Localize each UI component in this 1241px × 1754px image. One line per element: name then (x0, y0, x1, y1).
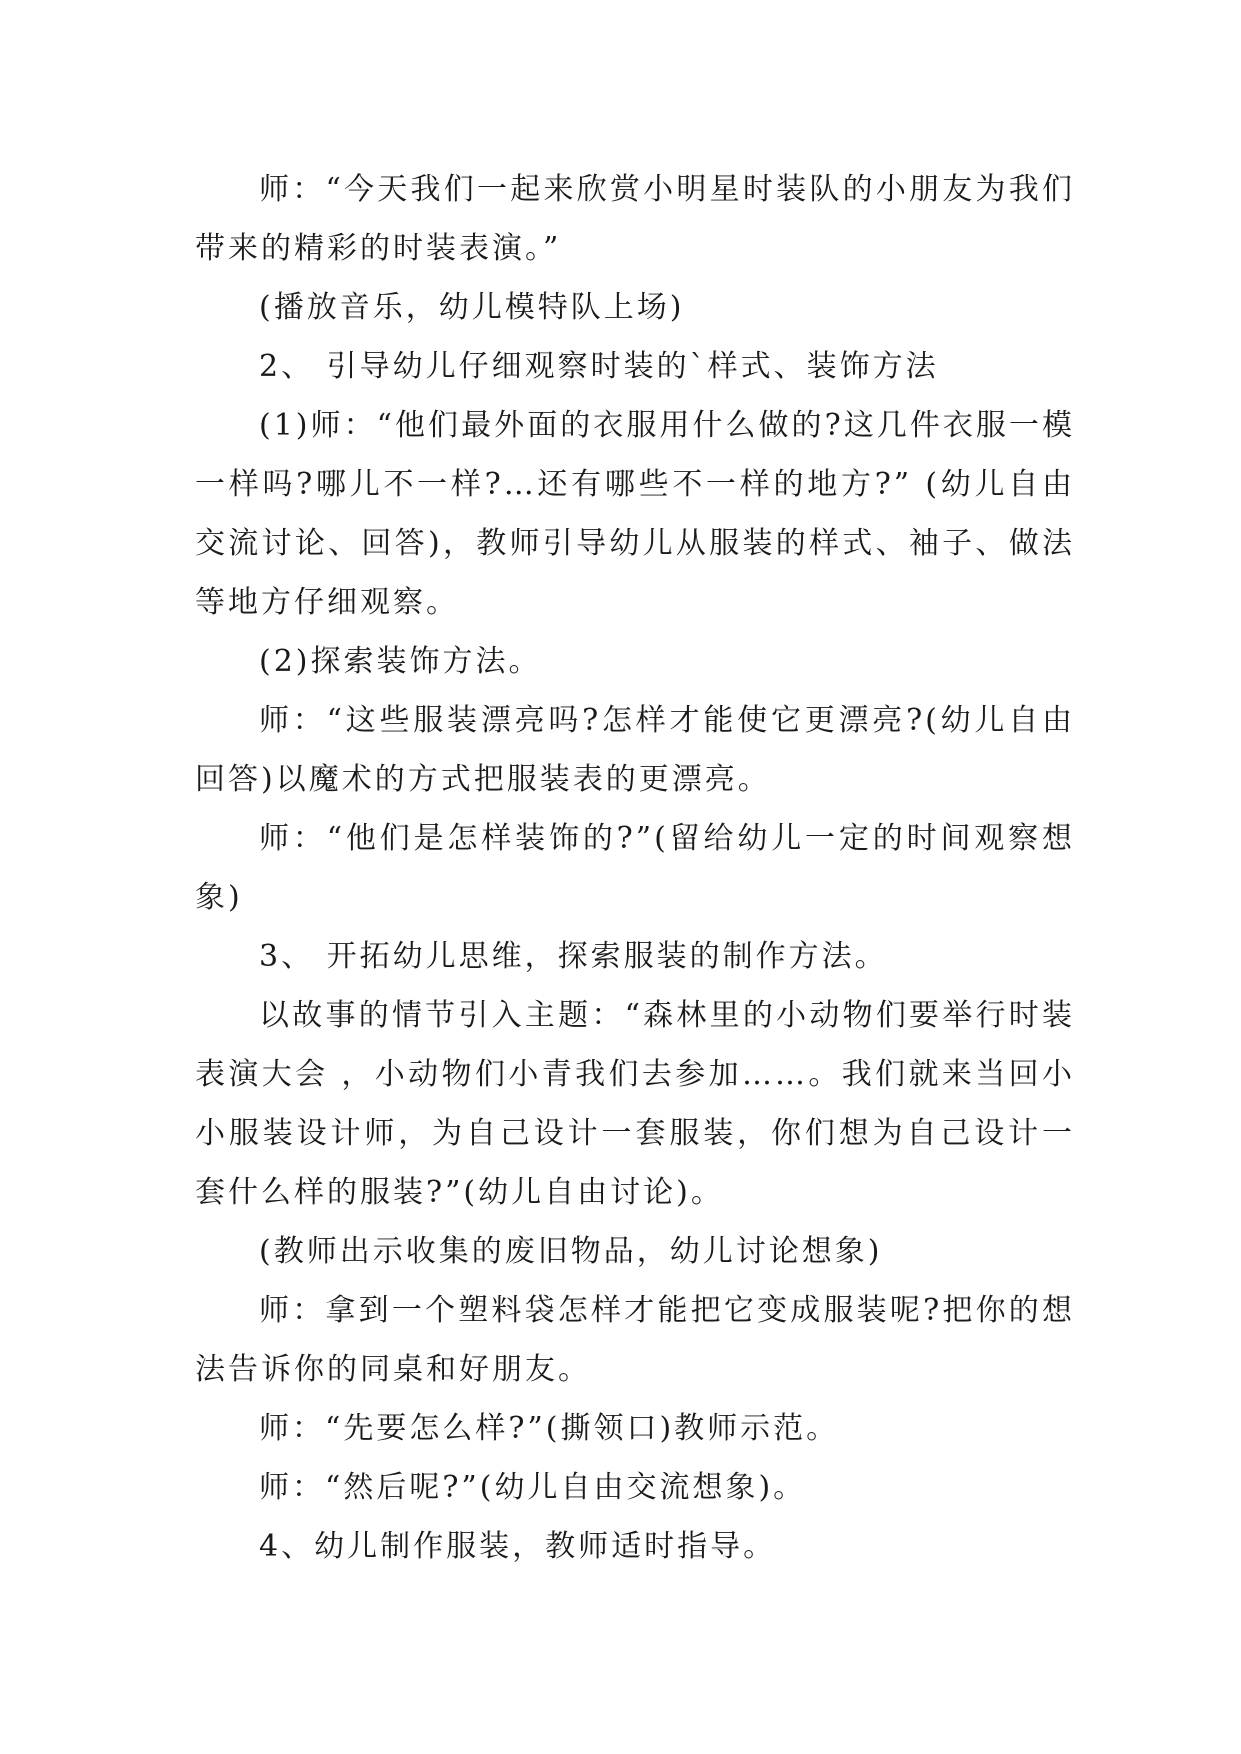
paragraph-how-decorated: 师：“他们是怎样装饰的?”(留给幼儿一定的时间观察想象) (195, 821, 1075, 915)
paragraph-explore-decoration: (2)探索装饰方法。 (259, 644, 542, 679)
paragraph-observe-clothes: (1)师：“他们最外面的衣服用什么做的?这几件衣服一模一样吗?哪儿不一样?…还有哪些不一样的地方?” (幼儿自由交流讨论、回答)，教师引导幼儿从服装的样式、袖子、做法等地方仔细观察。 (195, 408, 1075, 620)
document-page (195, 160, 1075, 1576)
paragraph-plastic-bag: 师：拿到一个塑料袋怎样才能把它变成服装呢?把你的想法告诉你的同桌和好朋友。 (195, 1293, 1075, 1387)
paragraph-story-theme: 以故事的情节引入主题：“森林里的小动物们要举行时装表演大会 ，小动物们小青我们去参加……。我们就来当回小小服装设计师，为自己设计一套服装，你们想为自己设计一套什么样的服装?”(幼儿自由讨论)。 (195, 998, 1075, 1210)
paragraph-show-materials: (教师出示收集的废旧物品，幼儿讨论想象) (259, 1234, 883, 1269)
paragraph-step-4-heading: 4、幼儿制作服装，教师适时指导。 (259, 1529, 777, 1564)
paragraph-intro-fashion-show: 师：“今天我们一起来欣赏小明星时装队的小朋友为我们带来的精彩的时装表演。” (195, 172, 1075, 266)
paragraph-first-step: 师：“先要怎么样?”(撕领口)教师示范。 (259, 1411, 840, 1446)
paragraph-step-2-heading: 2、 引导幼儿仔细观察时装的`样式、装饰方法 (259, 349, 939, 384)
paragraph-then-what: 师：“然后呢?”(幼儿自由交流想象)。 (259, 1470, 807, 1505)
paragraph-play-music: (播放音乐，幼儿模特队上场) (259, 290, 685, 325)
paragraph-step-3-heading: 3、 开拓幼儿思维，探索服装的制作方法。 (259, 939, 888, 974)
paragraph-more-beautiful: 师：“这些服装漂亮吗?怎样才能使它更漂亮?(幼儿自由回答)以魔术的方式把服装表的更漂亮。 (195, 703, 1075, 797)
